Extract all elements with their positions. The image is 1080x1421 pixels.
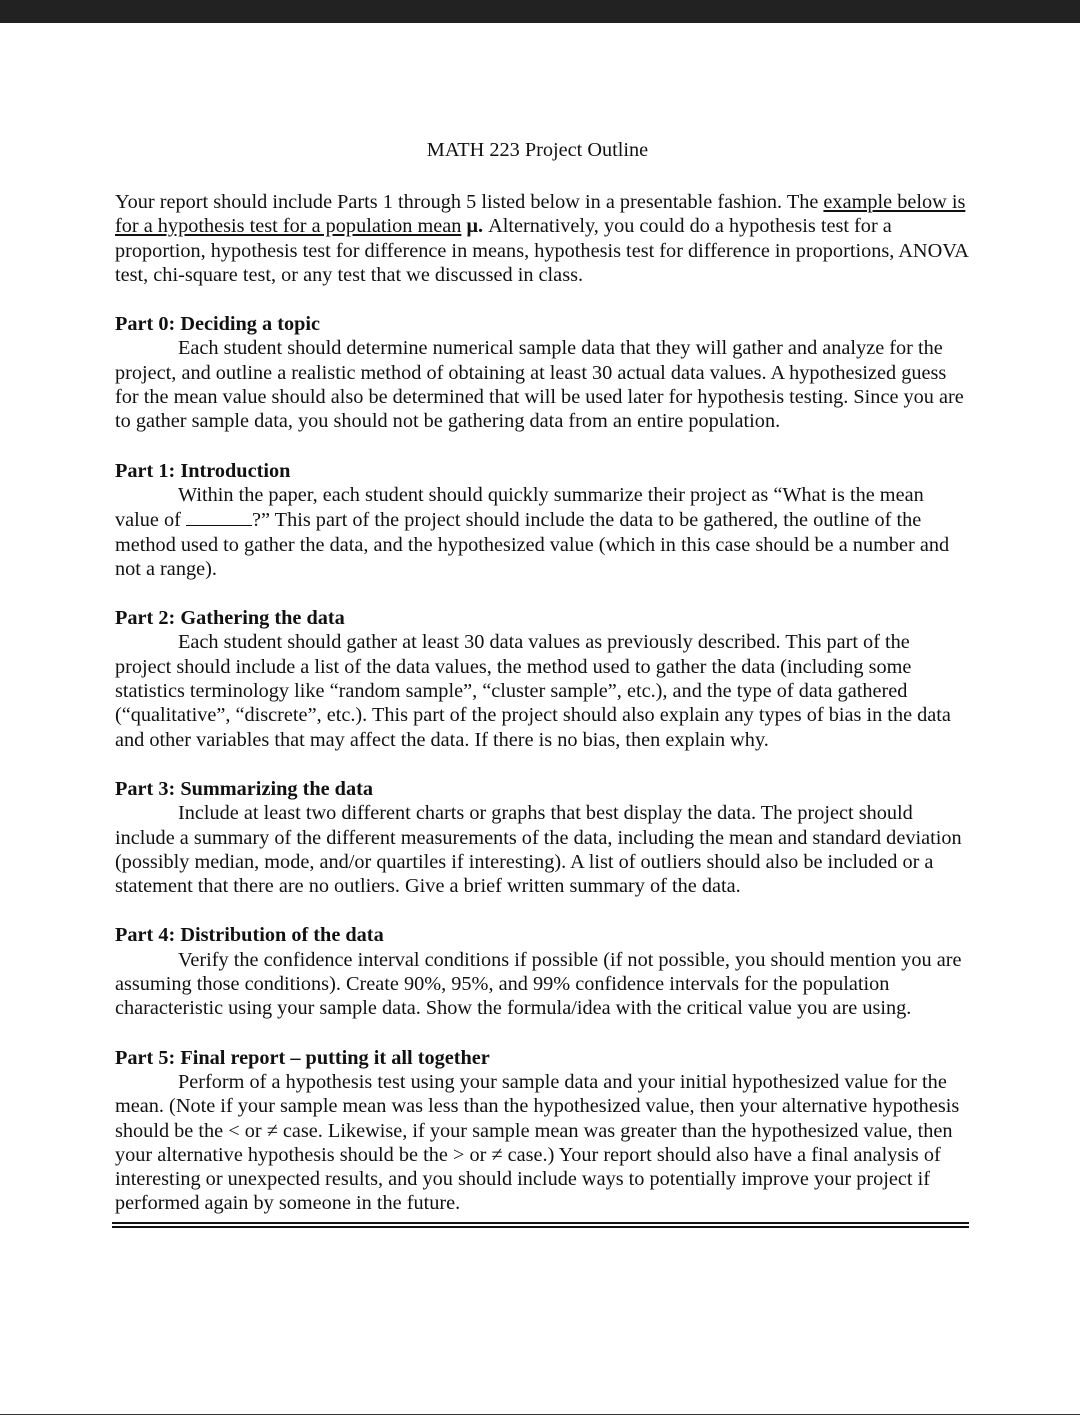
intro-text-end: Alternatively, you could do a hypothesis test for a proportion, hypothesis test for difference in means, hypothesis test for difference in proportions, ANOVA test, chi-square test, or any test that we discussed in class. [115,215,968,286]
bottom-divider [0,1414,1080,1415]
section-body [115,483,970,581]
double-rule-divider [112,1222,969,1228]
section-part-4 [115,923,970,1020]
section-body: Perform of a hypothesis test using your sample data and your initial hypothesized value for the mean. (Note if your sample mean was less than the hypothesized value, then your alternative hypothesis should be the < or ≠ case. Likewise, if your sample mean was greater than the hypothesized value, then your alternative hypothesis should be the > or ≠ case.) Your report should also have a final analysis of interesting or unexpected results, and you should include ways to potentially improve your project if performed again by someone in the future. [115,1070,960,1215]
section-heading: Part 4: Distribution of the data [115,924,384,947]
page-title: MATH 223 Project Outline [426,139,649,161]
section-heading: Part 1: Introduction [115,459,291,482]
section-body: Include at least two different charts or graphs that best display the data. The project should include a summary of the different measurements of the data, including the mean and standard deviation (possibly median, mode, and/or quartiles if interesting). A list of outliers should also be included or a statement that there are no outliers. Give a brief written summary of the data. [115,802,962,898]
document-page [115,136,970,1228]
mu-symbol: μ. [466,215,484,238]
intro-underlined-text: example below is for a hypothesis test for a population mean [115,191,966,238]
section-body-start: Within the paper, each student should quickly summarize their project as “What is the mean value of [115,483,924,532]
section-heading: Part 0: Deciding a topic [115,313,321,336]
section-part-5 [115,1046,970,1216]
section-body-end: ?” This part of the project should include the data to be gathered, the outline of the method used to gather the data, and the hypothesized value (which in this case should be a number and not a range). [115,509,950,580]
section-heading: Part 3: Summarizing the data [115,777,373,800]
section-part-0 [115,312,970,433]
section-part-1 [115,459,970,581]
section-body: Each student should gather at least 30 data values as previously described. This part of the project should include a list of the data values, the method used to gather the data (including some statistics terminology like “random sample”, “cluster sample”, etc.), and the type of data gathered (“qualitative”, “discrete”, etc.). This part of the project should also explain any types of bias in the data and other variables that may affect the data. If there is no bias, then explain why. [115,631,951,751]
section-body: Each student should determine numerical sample data that they will gather and analyze for the project, and outline a realistic method of obtaining at least 30 actual data values. A hypothesized guess for the mean value should also be determined that will be used later for hypothesis testing. Since you are to gather sample data, you should not be gathering data from an entire population. [115,337,964,433]
section-heading: Part 5: Final report – putting it all together [115,1046,490,1069]
section-part-2 [115,606,970,752]
intro-paragraph [115,190,970,287]
fill-in-blank [186,507,252,526]
section-body: Verify the confidence interval conditions if possible (if not possible, you should mention you are assuming those conditions). Create 90%, 95%, and 99% confidence intervals for the population characteristic using your sample data. Show the formula/idea with the critical value you are using. [115,948,962,1020]
section-part-3 [115,777,970,898]
intro-text-start: Your report should include Parts 1 through 5 listed below in a presentable fashion. The [115,191,824,213]
section-heading: Part 2: Gathering the data [115,607,345,630]
top-bar [0,0,1080,23]
